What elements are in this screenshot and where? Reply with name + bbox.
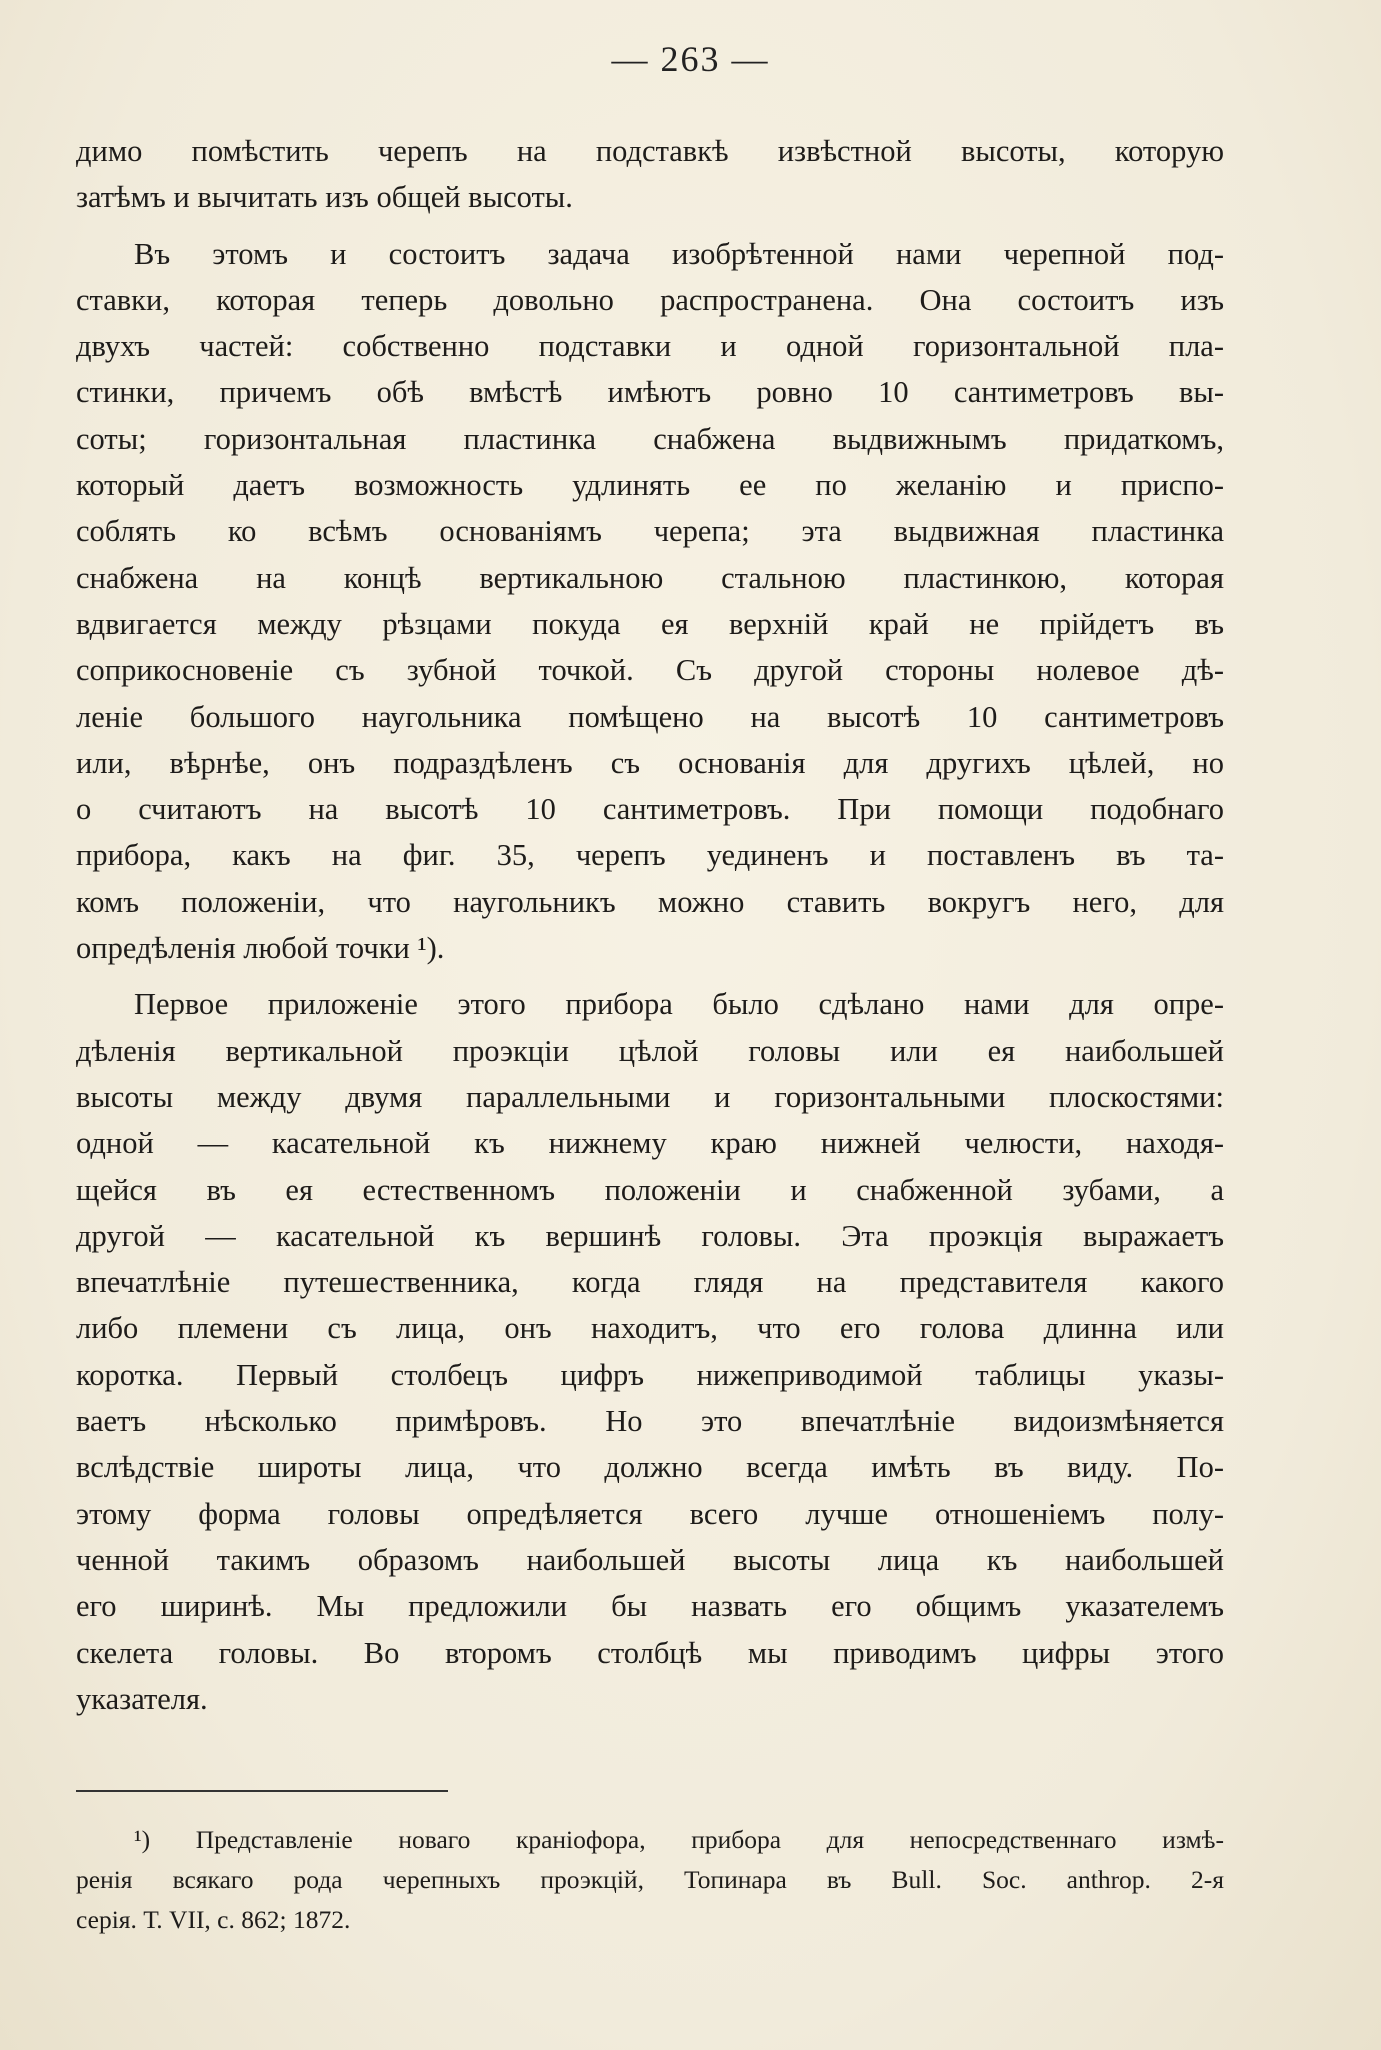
text-line: одной — касательной къ нижнему краю нижней челюсти, находя- bbox=[76, 1126, 1224, 1161]
paragraph-1 bbox=[76, 128, 1224, 221]
main-text bbox=[76, 128, 1224, 1722]
text-line: соприкосновеніе съ зубной точкой. Съ другой стороны нолевое дѣ- bbox=[76, 653, 1224, 688]
text-line: или, вѣрнѣе, онъ подраздѣленъ съ основанія для другихъ цѣлей, но bbox=[76, 745, 1224, 780]
text-line: леніе большого наугольника помѣщено на высотѣ 10 сантиметровъ bbox=[76, 699, 1224, 734]
footnote-rule bbox=[76, 1790, 448, 1792]
text-line: дѣленія вертикальной проэкціи цѣлой головы или ея наибольшей bbox=[76, 1033, 1224, 1068]
text-line: его ширинѣ. Мы предложили бы назвать его общимъ указателемъ bbox=[76, 1589, 1224, 1624]
text-line: двухъ частей: собственно подставки и одной горизонтальной пла- bbox=[76, 329, 1224, 364]
text-line: впечатлѣніе путешественника, когда глядя на представителя какого bbox=[76, 1265, 1224, 1300]
footnote-line: ¹) Представленіе новаго краніофора, прибора для непосредственнаго измѣ- bbox=[134, 1825, 1224, 1854]
text-line: стинки, причемъ обѣ вмѣстѣ имѣютъ ровно 10 сантиметровъ вы- bbox=[76, 375, 1224, 410]
text-line: вдвигается между рѣзцами покуда ея верхній край не прійдетъ въ bbox=[76, 606, 1224, 641]
text-line: другой — касательной къ вершинѣ головы. Эта проэкція выражаетъ bbox=[76, 1218, 1224, 1253]
text-line: о считаютъ на высотѣ 10 сантиметровъ. При помощи подобнаго bbox=[76, 792, 1224, 827]
text-line: ченной такимъ образомъ наибольшей высоты лица къ наибольшей bbox=[76, 1542, 1224, 1577]
footnote-line: серія. Т. VII, с. 862; 1872. bbox=[76, 1905, 351, 1934]
text-line: затѣмъ и вычитать изъ общей высоты. bbox=[76, 180, 573, 215]
footnote-line: ренія всякаго рода черепныхъ проэкцій, Топинара въ Bull. Soc. anthrop. 2-я bbox=[76, 1865, 1224, 1894]
text-line: высоты между двумя параллельными и горизонтальными плоскостями: bbox=[76, 1079, 1224, 1114]
text-line: опредѣленія любой точки ¹). bbox=[76, 931, 445, 966]
text-line: Въ этомъ и состоитъ задача изобрѣтенной нами черепной под- bbox=[134, 236, 1224, 271]
text-line: вслѣдствіе широты лица, что должно всегда имѣть въ виду. По- bbox=[76, 1450, 1224, 1485]
text-line: указателя. bbox=[76, 1681, 208, 1716]
paragraph-gap bbox=[76, 971, 1224, 981]
text-line: скелета головы. Во второмъ столбцѣ мы приводимъ цифры этого bbox=[76, 1635, 1224, 1670]
text-line: этому форма головы опредѣляется всего лучше отношеніемъ полу- bbox=[76, 1496, 1224, 1531]
text-line: щейся въ ея естественномъ положеніи и снабженной зубами, а bbox=[76, 1172, 1224, 1207]
text-line: Первое приложеніе этого прибора было сдѣлано нами для опре- bbox=[134, 987, 1224, 1022]
text-line: коротка. Первый столбецъ цифръ нижеприводимой таблицы указы- bbox=[76, 1357, 1224, 1392]
text-line: ставки, которая теперь довольно распространена. Она состоитъ изъ bbox=[76, 282, 1224, 317]
text-line: либо племени съ лица, онъ находитъ, что его голова длинна или bbox=[76, 1311, 1224, 1346]
text-line: димо помѣстить черепъ на подставкѣ извѣстной высоты, которую bbox=[76, 134, 1224, 168]
paragraph-3 bbox=[76, 981, 1224, 1722]
text-line: прибора, какъ на фиг. 35, черепъ уединенъ и поставленъ въ та- bbox=[76, 838, 1224, 873]
text-line: снабжена на концѣ вертикальною стальною пластинкою, которая bbox=[76, 560, 1224, 595]
text-line: соты; горизонтальная пластинка снабжена выдвижнымъ придаткомъ, bbox=[76, 421, 1224, 456]
text-line: ваетъ нѣсколько примѣровъ. Но это впечатлѣніе видоизмѣняется bbox=[76, 1404, 1224, 1439]
footnote bbox=[76, 1820, 1224, 1940]
text-line: соблять ко всѣмъ основаніямъ черепа; эта выдвижная пластинка bbox=[76, 514, 1224, 549]
paragraph-gap bbox=[76, 221, 1224, 231]
text-line: который даетъ возможность удлинять ее по желанію и приспо- bbox=[76, 468, 1224, 503]
page-number: — 263 — bbox=[611, 39, 770, 79]
paragraph-2 bbox=[76, 231, 1224, 972]
text-line: комъ положеніи, что наугольникъ можно ставить вокругъ него, для bbox=[76, 884, 1224, 919]
